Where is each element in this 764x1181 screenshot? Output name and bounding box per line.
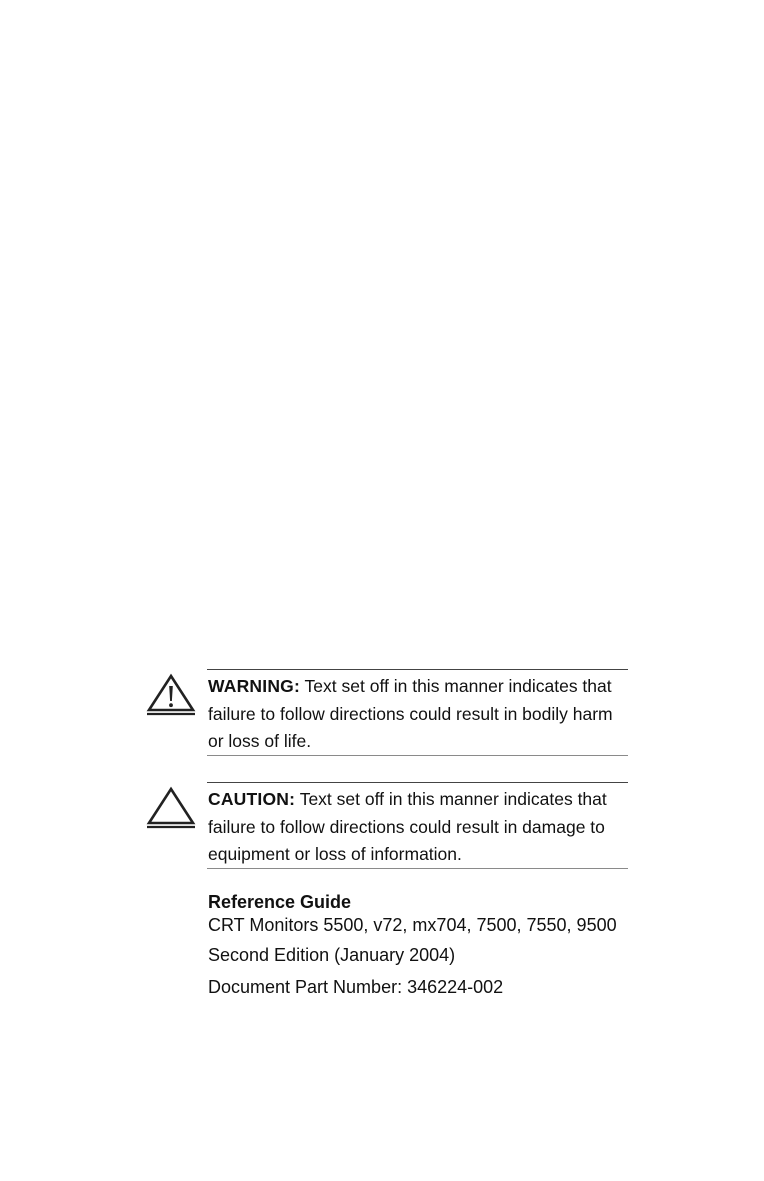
caution-triangle-icon — [146, 785, 196, 831]
reference-edition: Second Edition (January 2004) — [208, 945, 456, 965]
caution-notice — [207, 782, 628, 869]
warning-label: WARNING: — [208, 676, 301, 696]
reference-guide-title: Reference Guide — [208, 892, 352, 912]
reference-part-number: Document Part Number: 346224-002 — [208, 977, 504, 997]
caution-label: CAUTION: — [208, 789, 296, 809]
warning-notice — [207, 669, 628, 756]
warning-triangle-icon — [146, 672, 196, 718]
reference-models: CRT Monitors 5500, v72, mx704, 7500, 7550, 9500 — [208, 915, 617, 935]
caution-text: Text set off in this manner indicates that failure to follow directions could result in damage to equipment or loss of information. — [208, 789, 607, 864]
warning-text: Text set off in this manner indicates that failure to follow directions could result in bodily harm or loss of life. — [208, 676, 613, 751]
